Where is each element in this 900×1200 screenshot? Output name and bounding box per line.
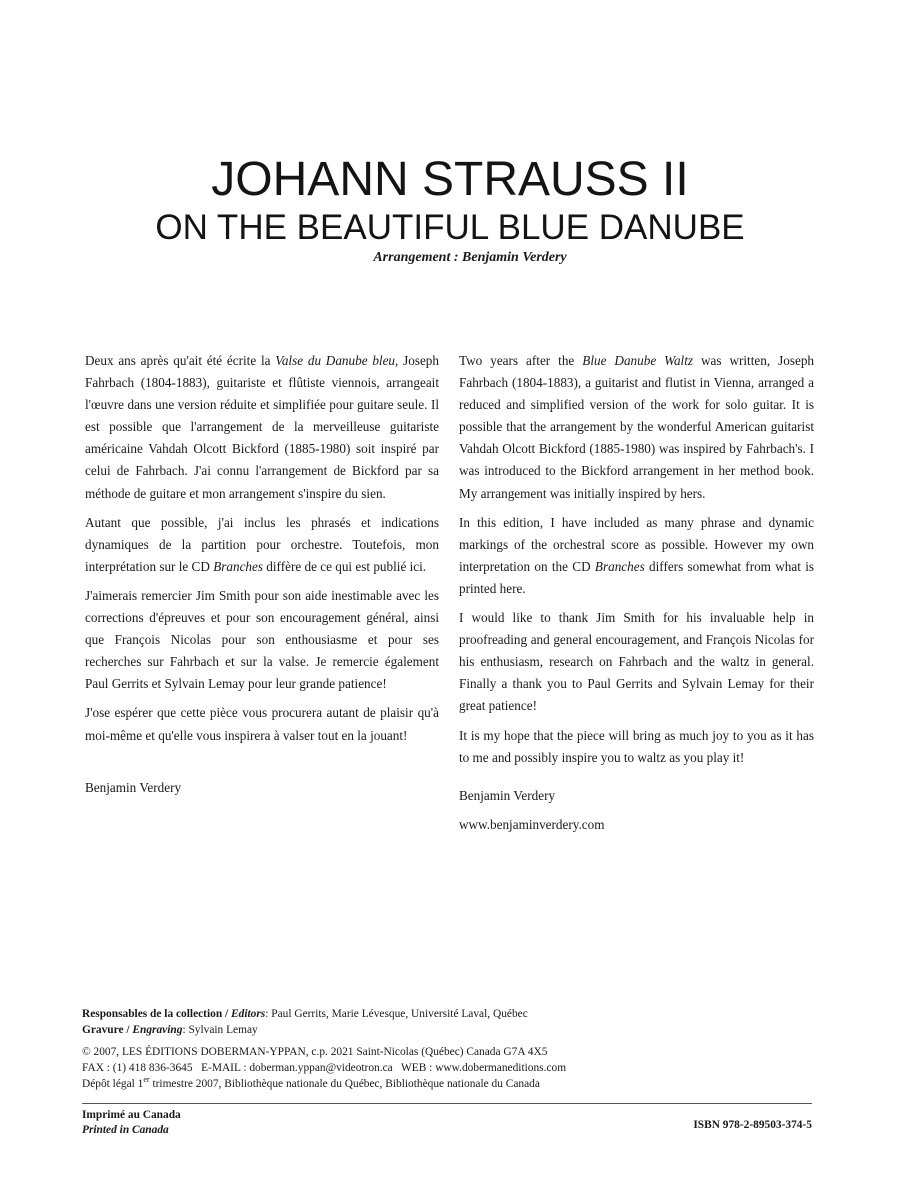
french-p1-text-b: , Joseph Fahrbach (1804-1883), guitariste et flûtiste viennois, arrangeait l'œuvre dans une version réduite et simplifiée pour guitare seule. Il est possible que l'arrangement de la merveilleuse guitariste américaine Vahdah Olcott Bickford (1885-1980) soit inspiré par celui de Fahrbach. J'ai connu l'arrangement de Bickford par sa méthode de guitare et mon arrangement s'inspire du sien. <box>85 353 439 501</box>
engraving-label-fr: Gravure <box>82 1024 124 1036</box>
english-paragraph-1 <box>459 350 814 505</box>
composer-title: JOHANN STRAUSS II <box>211 153 689 206</box>
engraving-line <box>82 1022 812 1038</box>
engraving-value: : Sylvain Lemay <box>182 1024 258 1036</box>
english-p1-title: Blue Danube Waltz <box>582 353 693 368</box>
english-p2-cd-title: Branches <box>594 558 645 574</box>
french-p2-text-b: diffère de ce qui est publié ici. <box>263 558 427 574</box>
english-signature: Benjamin Verdery <box>459 787 556 803</box>
english-p1-text-b: was written, Joseph Fahrbach (1804-1883), a guitarist and flutist in Vienna, arranged a reduced and simplified version of the work for solo guitar. It is possible that the arrangement by the wonderful American guitarist Vahdah Olcott Bickford (1885-1980) was inspired by Fahrbach's. I was introduced to the Bickford arrangement in her method book. My arrangement was initially inspired by hers. <box>459 353 815 501</box>
title-block <box>0 150 900 267</box>
deposit-text-a: Dépôt légal 1 <box>82 1078 144 1090</box>
french-paragraph-1 <box>85 350 439 505</box>
french-paragraph-3: J'aimerais remercier Jim Smith pour son aide inestimable avec les corrections d'épreuves et pour son encouragement général, ainsi que François Nicolas pour son enthousiasme et pour ses recherches sur Fahrbach et sur la valse. Je remercie également Paul Gerrits et Sylvain Lemay pour leur grande patience! <box>85 587 439 692</box>
english-p1-text-a: Two years after the <box>459 353 583 368</box>
english-p2-text-b: differs somewhat from what is printed here. <box>459 558 814 596</box>
french-p1-title: Valse du Danube bleu <box>275 353 396 368</box>
deposit-ordinal: er <box>143 1075 150 1085</box>
french-signature: Benjamin Verdery <box>85 779 182 795</box>
french-column <box>85 350 439 806</box>
contact-line: FAX : (1) 418 836-3645 E-MAIL : doberman.yppan@videotron.ca WEB : www.dobermaneditions.com <box>82 1062 567 1074</box>
engraving-separator: / <box>123 1024 133 1036</box>
editors-label-fr: Responsables de la collection <box>82 1008 223 1020</box>
isbn-number: ISBN 978-2-89503-374-5 <box>693 1119 812 1131</box>
french-p2-text-a: Autant que possible, j'ai inclus les phrasés et indications dynamiques de la partition pour orchestre. Toutefois, mon interprétation sur le CD <box>85 514 439 574</box>
editors-label-en: Editors <box>231 1008 266 1020</box>
website-link[interactable]: www.benjaminverdery.com <box>459 816 605 832</box>
editors-value: : Paul Gerrits, Marie Lévesque, Université Laval, Québec <box>265 1008 528 1020</box>
english-p2-text-a: In this edition, I have included as many phrase and dynamic markings of the orchestral score as possible. However my own interpretation on the CD <box>459 514 814 574</box>
footer-divider <box>82 1103 812 1104</box>
editors-separator: / <box>222 1008 232 1020</box>
editors-line <box>82 1006 812 1022</box>
french-paragraph-4: J'ose espérer que cette pièce vous procurera autant de plaisir qu'à moi-même et qu'elle vous inspirera à valser tout en la jouant! <box>85 705 439 743</box>
legal-deposit-line <box>82 1076 812 1092</box>
engraving-label-en: Engraving <box>132 1024 183 1036</box>
arranger-credit: Arrangement : Benjamin Verdery <box>373 250 567 265</box>
deposit-text-b: trimestre 2007, Bibliothèque nationale du Québec, Bibliothèque nationale du Canada <box>149 1078 540 1090</box>
french-paragraph-2 <box>85 512 439 578</box>
copyright-line: © 2007, LES ÉDITIONS DOBERMAN-YPPAN, c.p. 2021 Saint-Nicolas (Québec) Canada G7A 4X5 <box>82 1046 548 1058</box>
work-title: ON THE BEAUTIFUL BLUE DANUBE <box>155 208 745 247</box>
english-column <box>459 350 814 843</box>
publication-credits <box>82 1006 812 1092</box>
printed-in-block <box>82 1108 181 1138</box>
english-paragraph-3: I would like to thank Jim Smith for his invaluable help in proofreading and general encouragement, and François Nicolas for his enthusiasm, research on Fahrbach and the waltz in general. Finally a thank you to Paul Gerrits and Sylvain Lemay for their great patience! <box>459 610 814 714</box>
english-paragraph-4: It is my hope that the piece will bring as much joy to you as it has to me and possibly inspire you to waltz as you play it! <box>459 727 814 765</box>
english-paragraph-2 <box>459 512 814 600</box>
french-p2-cd-title: Branches <box>213 558 263 574</box>
printed-in-fr: Imprimé au Canada <box>82 1109 181 1121</box>
printed-in-en: Printed in Canada <box>82 1124 169 1136</box>
french-p1-text-a: Deux ans après qu'ait été écrite la <box>85 353 276 368</box>
